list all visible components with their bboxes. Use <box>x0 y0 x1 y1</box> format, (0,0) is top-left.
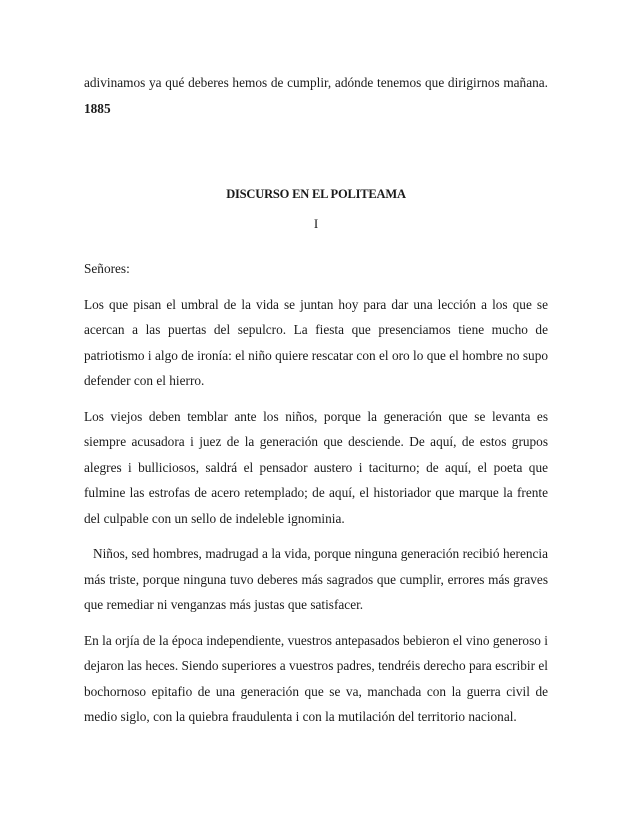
year-label: 1885 <box>84 100 111 116</box>
intro-paragraph <box>84 70 548 121</box>
paragraph-2: Los viejos deben temblar ante los niños, porque la generación que se levanta es siempre acusadora i juez de la generación que desciende. De aquí, de estos grupos alegres i bulliciosos, saldrá el pensador austero i taciturno; de aquí, el poeta que fulmine las estrofas de acero retemplado; de aquí, el historiador que marque la frente del culpable con un sello de indeleble ignominia. <box>84 408 548 526</box>
speech-title: DISCURSO EN EL POLITEAMA <box>226 187 406 201</box>
section-numeral: I <box>313 216 319 231</box>
salutation: Señores: <box>84 261 130 276</box>
paragraph-1: Los que pisan el umbral de la vida se juntan hoy para dar una lección a los que se acercan a las puertas del sepulcro. La fiesta que presenciamos tiene mucho de patriotismo i algo de ironía: el niño quiere rescatar con el oro lo que el hombre no supo defender con el hierro. <box>84 296 548 388</box>
intro-text: adivinamos ya qué deberes hemos de cumplir, adónde tenemos que dirigirnos mañana. <box>84 75 548 90</box>
paragraph-4: En la orjía de la época independiente, vuestros antepasados bebieron el vino generoso i dejaron las heces. Siendo superiores a vuestros padres, tendréis derecho para escribir el bochornoso epitafio de una generación que se va, manchada con la guerra civil de medio siglo, con la quiebra fraudulenta i con la mutilación del territorio nacional. <box>84 632 548 724</box>
paragraph-3: Niños, sed hombres, madrugad a la vida, porque ninguna generación recibió herencia más triste, porque ninguna tuvo deberes más sagrados que cumplir, errores más graves que remediar ni venganzas más justas que satisfacer. <box>84 546 548 612</box>
document-page <box>84 70 548 740</box>
